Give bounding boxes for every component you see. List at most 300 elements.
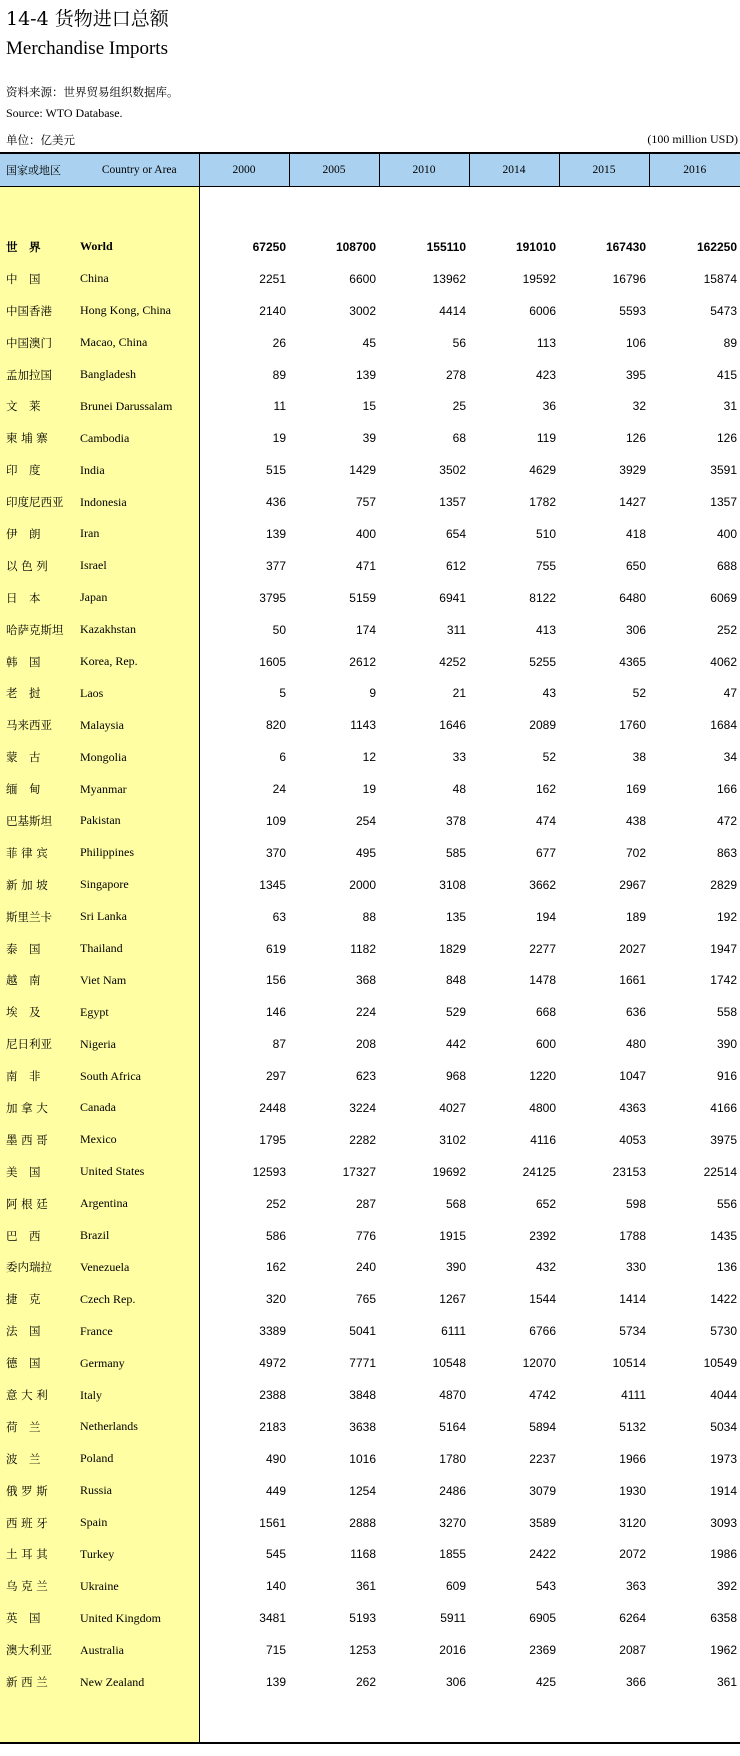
table-row bbox=[0, 1188, 740, 1220]
table-row bbox=[0, 231, 740, 263]
country-name-cn: 哈萨克斯坦 bbox=[0, 614, 80, 646]
import-value-cell: 4629 bbox=[529, 463, 556, 478]
import-value-cell: 612 bbox=[445, 558, 466, 573]
country-name-en: World bbox=[80, 231, 199, 263]
import-value-cell: 2967 bbox=[619, 877, 646, 892]
import-value-cell: 652 bbox=[535, 1196, 556, 1211]
import-value-cell: 33 bbox=[452, 750, 466, 765]
country-name-en: Spain bbox=[80, 1507, 199, 1539]
country-name-cn: 新 加 坡 bbox=[0, 869, 80, 901]
country-name-cn: 土 耳 其 bbox=[0, 1539, 80, 1571]
table-row bbox=[0, 1220, 740, 1252]
import-value-cell: 1414 bbox=[619, 1292, 646, 1307]
import-value-cell: 5593 bbox=[619, 303, 646, 318]
import-value-cell: 1973 bbox=[710, 1451, 737, 1466]
import-value-cell: 510 bbox=[535, 526, 556, 541]
import-value-cell: 1782 bbox=[529, 495, 556, 510]
country-name-cn: 法 国 bbox=[0, 1315, 80, 1347]
country-name-cn: 日 本 bbox=[0, 582, 80, 614]
import-value-cell: 146 bbox=[265, 1005, 286, 1020]
import-value-cell: 1855 bbox=[439, 1547, 466, 1562]
country-name-en: Argentina bbox=[80, 1188, 199, 1220]
country-name-cn: 俄 罗 斯 bbox=[0, 1475, 80, 1507]
table-row bbox=[0, 1411, 740, 1443]
import-value-cell: 4116 bbox=[530, 1132, 556, 1147]
import-value-cell: 1143 bbox=[350, 718, 376, 733]
page-title-cn: 14-4 货物进口总额 bbox=[6, 8, 169, 30]
import-value-cell: 1914 bbox=[710, 1483, 737, 1498]
import-value-cell: 135 bbox=[445, 909, 466, 924]
import-value-cell: 1357 bbox=[439, 495, 466, 510]
table-row bbox=[0, 1379, 740, 1411]
import-value-cell: 3389 bbox=[259, 1324, 286, 1339]
country-name-en: New Zealand bbox=[80, 1666, 199, 1698]
table-row bbox=[0, 1156, 740, 1188]
table-row bbox=[0, 1443, 740, 1475]
import-value-cell: 436 bbox=[265, 495, 286, 510]
import-value-cell: 820 bbox=[265, 718, 286, 733]
country-name-en: United States bbox=[80, 1156, 199, 1188]
country-name-cn: 南 非 bbox=[0, 1060, 80, 1092]
country-name-cn: 乌 克 兰 bbox=[0, 1570, 80, 1602]
country-name-en: Poland bbox=[80, 1443, 199, 1475]
import-value-cell: 7771 bbox=[349, 1356, 376, 1371]
table-row bbox=[0, 486, 740, 518]
header-year: 2015 bbox=[559, 153, 649, 187]
import-value-cell: 252 bbox=[716, 622, 737, 637]
country-name-en: Egypt bbox=[80, 996, 199, 1028]
table-row bbox=[0, 263, 740, 295]
import-value-cell: 2140 bbox=[259, 303, 286, 318]
import-value-cell: 5193 bbox=[349, 1611, 376, 1626]
import-value-cell: 4363 bbox=[619, 1100, 646, 1115]
import-value-cell: 3591 bbox=[710, 463, 737, 478]
import-value-cell: 208 bbox=[355, 1037, 376, 1052]
import-value-cell: 139 bbox=[355, 367, 376, 382]
country-name-cn: 泰 国 bbox=[0, 933, 80, 965]
import-value-cell: 2251 bbox=[259, 271, 286, 286]
import-value-cell: 668 bbox=[535, 1005, 556, 1020]
import-value-cell: 63 bbox=[272, 909, 286, 924]
import-value-cell: 1544 bbox=[529, 1292, 556, 1307]
import-value-cell: 3929 bbox=[619, 463, 646, 478]
import-value-cell: 2486 bbox=[439, 1483, 466, 1498]
import-value-cell: 39 bbox=[362, 431, 376, 446]
country-name-en: Ukraine bbox=[80, 1570, 199, 1602]
import-value-cell: 1795 bbox=[259, 1132, 286, 1147]
import-value-cell: 1016 bbox=[349, 1451, 376, 1466]
import-value-cell: 2388 bbox=[259, 1388, 286, 1402]
table-row bbox=[0, 1315, 740, 1347]
import-value-cell: 50 bbox=[272, 622, 286, 637]
country-name-en: South Africa bbox=[80, 1060, 199, 1092]
import-value-cell: 2369 bbox=[529, 1643, 556, 1658]
table-row bbox=[0, 1124, 740, 1156]
import-value-cell: 4053 bbox=[619, 1132, 646, 1147]
import-value-cell: 169 bbox=[625, 782, 646, 797]
import-value-cell: 650 bbox=[625, 558, 646, 573]
import-value-cell: 3589 bbox=[529, 1515, 556, 1530]
import-value-cell: 425 bbox=[535, 1675, 556, 1690]
table-row bbox=[0, 1507, 740, 1539]
import-value-cell: 363 bbox=[625, 1579, 646, 1594]
import-value-cell: 47 bbox=[723, 686, 737, 701]
table-row bbox=[0, 1539, 740, 1571]
import-value-cell: 545 bbox=[265, 1547, 286, 1562]
country-name-cn: 印 度 bbox=[0, 454, 80, 486]
import-value-cell: 619 bbox=[265, 941, 286, 956]
import-value-cell: 2183 bbox=[259, 1419, 286, 1434]
country-name-cn: 老 挝 bbox=[0, 677, 80, 709]
import-value-cell: 2087 bbox=[619, 1643, 646, 1658]
country-name-en: Sri Lanka bbox=[80, 901, 199, 933]
import-value-cell: 1986 bbox=[710, 1547, 737, 1562]
import-value-cell: 167430 bbox=[605, 239, 646, 254]
import-value-cell: 568 bbox=[445, 1196, 466, 1211]
import-value-cell: 311 bbox=[446, 622, 466, 637]
country-name-cn: 中国澳门 bbox=[0, 327, 80, 359]
import-value-cell: 1254 bbox=[349, 1483, 376, 1498]
country-name-cn: 澳大利亚 bbox=[0, 1634, 80, 1666]
import-value-cell: 1345 bbox=[259, 877, 286, 892]
import-value-cell: 490 bbox=[265, 1451, 286, 1466]
import-value-cell: 194 bbox=[535, 909, 556, 924]
country-name-en: Viet Nam bbox=[80, 964, 199, 996]
table-row bbox=[0, 327, 740, 359]
table-row bbox=[0, 1092, 740, 1124]
import-value-cell: 139 bbox=[265, 526, 286, 541]
import-value-cell: 31 bbox=[723, 399, 737, 414]
page-title-en: Merchandise Imports bbox=[6, 38, 168, 59]
import-value-cell: 4870 bbox=[439, 1388, 466, 1402]
import-value-cell: 89 bbox=[723, 335, 737, 350]
country-name-cn: 埃 及 bbox=[0, 996, 80, 1028]
import-value-cell: 1780 bbox=[439, 1451, 466, 1466]
import-value-cell: 119 bbox=[536, 431, 556, 446]
import-value-cell: 366 bbox=[625, 1675, 646, 1690]
import-value-cell: 715 bbox=[265, 1643, 286, 1658]
country-name-cn: 捷 克 bbox=[0, 1283, 80, 1315]
country-name-en: Hong Kong, China bbox=[80, 295, 199, 327]
import-value-cell: 15 bbox=[362, 399, 376, 414]
import-value-cell: 370 bbox=[265, 845, 286, 860]
import-value-cell: 1930 bbox=[619, 1483, 646, 1498]
import-value-cell: 471 bbox=[355, 558, 376, 573]
country-name-en: Netherlands bbox=[80, 1411, 199, 1443]
import-value-cell: 1478 bbox=[529, 973, 556, 988]
import-value-cell: 1561 bbox=[259, 1515, 286, 1530]
import-value-cell: 23153 bbox=[612, 1164, 646, 1179]
country-name-en: Japan bbox=[80, 582, 199, 614]
import-value-cell: 3638 bbox=[349, 1419, 376, 1434]
header-country-en: Country or Area bbox=[80, 153, 199, 187]
import-value-cell: 688 bbox=[716, 558, 737, 573]
import-value-cell: 480 bbox=[625, 1037, 646, 1052]
import-value-cell: 1267 bbox=[439, 1292, 466, 1307]
import-value-cell: 162250 bbox=[696, 239, 737, 254]
country-name-cn: 菲 律 宾 bbox=[0, 837, 80, 869]
table-row bbox=[0, 709, 740, 741]
import-value-cell: 2392 bbox=[529, 1228, 556, 1243]
import-value-cell: 6766 bbox=[529, 1324, 556, 1339]
country-name-en: India bbox=[80, 454, 199, 486]
import-value-cell: 3102 bbox=[439, 1132, 466, 1147]
country-name-cn: 意 大 利 bbox=[0, 1379, 80, 1411]
import-value-cell: 12070 bbox=[522, 1356, 556, 1371]
import-value-cell: 224 bbox=[355, 1005, 376, 1020]
country-name-en: China bbox=[80, 263, 199, 295]
import-value-cell: 189 bbox=[625, 909, 646, 924]
import-value-cell: 2612 bbox=[349, 654, 376, 669]
spacer-row bbox=[0, 187, 740, 232]
import-value-cell: 361 bbox=[716, 1675, 737, 1690]
country-name-cn: 墨 西 哥 bbox=[0, 1124, 80, 1156]
import-value-cell: 24125 bbox=[522, 1164, 556, 1179]
import-value-cell: 757 bbox=[355, 495, 376, 510]
import-value-cell: 320 bbox=[265, 1292, 286, 1307]
country-name-en: Mongolia bbox=[80, 741, 199, 773]
import-value-cell: 5894 bbox=[529, 1419, 556, 1434]
import-value-cell: 297 bbox=[265, 1069, 286, 1084]
country-name-cn: 巴基斯坦 bbox=[0, 805, 80, 837]
country-name-cn: 阿 根 廷 bbox=[0, 1188, 80, 1220]
table-end-row bbox=[0, 1698, 740, 1743]
import-value-cell: 287 bbox=[355, 1196, 376, 1211]
import-value-cell: 1435 bbox=[710, 1228, 737, 1243]
country-name-cn: 中国香港 bbox=[0, 295, 80, 327]
header-year: 2016 bbox=[649, 153, 740, 187]
import-value-cell: 677 bbox=[535, 845, 556, 860]
country-name-cn: 美 国 bbox=[0, 1156, 80, 1188]
table-row bbox=[0, 390, 740, 422]
import-value-cell: 395 bbox=[625, 367, 646, 382]
country-name-en: Singapore bbox=[80, 869, 199, 901]
import-value-cell: 162 bbox=[265, 1260, 286, 1275]
import-value-cell: 3093 bbox=[710, 1515, 737, 1530]
import-value-cell: 2237 bbox=[529, 1451, 556, 1466]
import-value-cell: 2016 bbox=[439, 1643, 466, 1658]
table-row bbox=[0, 422, 740, 454]
import-value-cell: 45 bbox=[362, 335, 376, 350]
unit-en: (100 million USD) bbox=[647, 132, 738, 146]
import-value-cell: 2027 bbox=[619, 941, 646, 956]
table-row bbox=[0, 550, 740, 582]
import-value-cell: 11 bbox=[273, 399, 286, 414]
import-value-cell: 598 bbox=[625, 1196, 646, 1211]
source-en: Source: WTO Database. bbox=[6, 106, 123, 120]
import-value-cell: 19 bbox=[272, 431, 286, 446]
import-value-cell: 126 bbox=[625, 431, 646, 446]
import-value-cell: 3224 bbox=[349, 1100, 376, 1115]
import-value-cell: 495 bbox=[355, 845, 376, 860]
import-value-cell: 4252 bbox=[439, 654, 466, 669]
import-value-cell: 2888 bbox=[349, 1515, 376, 1530]
import-value-cell: 19692 bbox=[432, 1164, 466, 1179]
import-value-cell: 543 bbox=[535, 1579, 556, 1594]
import-value-cell: 1220 bbox=[529, 1069, 556, 1084]
table-row bbox=[0, 677, 740, 709]
country-name-cn: 印度尼西亚 bbox=[0, 486, 80, 518]
import-value-cell: 558 bbox=[716, 1005, 737, 1020]
country-name-cn: 德 国 bbox=[0, 1347, 80, 1379]
import-value-cell: 702 bbox=[625, 845, 646, 860]
country-name-en: Italy bbox=[80, 1379, 199, 1411]
import-value-cell: 765 bbox=[355, 1292, 376, 1307]
table-header-row bbox=[0, 153, 740, 187]
import-value-cell: 136 bbox=[716, 1260, 737, 1275]
table-row bbox=[0, 964, 740, 996]
import-value-cell: 600 bbox=[535, 1037, 556, 1052]
country-name-en: Venezuela bbox=[80, 1252, 199, 1284]
country-name-en: Laos bbox=[80, 677, 199, 709]
import-value-cell: 191010 bbox=[515, 239, 556, 254]
country-name-cn: 英 国 bbox=[0, 1602, 80, 1634]
import-value-cell: 43 bbox=[542, 686, 556, 701]
country-name-cn: 蒙 古 bbox=[0, 741, 80, 773]
country-name-en: Brazil bbox=[80, 1220, 199, 1252]
import-value-cell: 38 bbox=[632, 750, 646, 765]
import-value-cell: 5034 bbox=[710, 1419, 737, 1434]
country-name-en: Nigeria bbox=[80, 1028, 199, 1060]
import-value-cell: 88 bbox=[362, 909, 376, 924]
import-value-cell: 3795 bbox=[259, 590, 286, 605]
country-name-cn: 中 国 bbox=[0, 263, 80, 295]
import-value-cell: 34 bbox=[723, 750, 737, 765]
import-value-cell: 1047 bbox=[619, 1069, 646, 1084]
import-value-cell: 155110 bbox=[426, 239, 466, 254]
import-value-cell: 1829 bbox=[439, 941, 466, 956]
import-value-cell: 415 bbox=[716, 367, 737, 382]
import-value-cell: 1966 bbox=[619, 1451, 646, 1466]
import-value-cell: 4166 bbox=[710, 1100, 737, 1115]
country-name-en: Czech Rep. bbox=[80, 1283, 199, 1315]
table-row bbox=[0, 837, 740, 869]
import-value-cell: 24 bbox=[272, 782, 286, 797]
country-name-en: Russia bbox=[80, 1475, 199, 1507]
import-value-cell: 109 bbox=[265, 813, 286, 828]
country-name-en: Korea, Rep. bbox=[80, 646, 199, 678]
country-name-cn: 委内瑞拉 bbox=[0, 1252, 80, 1284]
import-value-cell: 413 bbox=[535, 622, 556, 637]
table-row bbox=[0, 1252, 740, 1284]
import-value-cell: 585 bbox=[445, 845, 466, 860]
import-value-cell: 400 bbox=[355, 526, 376, 541]
import-value-cell: 556 bbox=[716, 1196, 737, 1211]
country-name-en: Mexico bbox=[80, 1124, 199, 1156]
country-name-en: Germany bbox=[80, 1347, 199, 1379]
table-row bbox=[0, 295, 740, 327]
country-name-en: Malaysia bbox=[80, 709, 199, 741]
import-value-cell: 254 bbox=[355, 813, 376, 828]
imports-table bbox=[0, 152, 740, 1744]
table-row bbox=[0, 1347, 740, 1379]
import-value-cell: 113 bbox=[536, 335, 556, 350]
import-value-cell: 4044 bbox=[710, 1388, 737, 1402]
header-year: 2000 bbox=[199, 153, 289, 187]
import-value-cell: 240 bbox=[355, 1260, 376, 1275]
country-name-cn: 波 兰 bbox=[0, 1443, 80, 1475]
country-name-cn: 荷 兰 bbox=[0, 1411, 80, 1443]
import-value-cell: 438 bbox=[625, 813, 646, 828]
import-value-cell: 3848 bbox=[349, 1388, 376, 1402]
import-value-cell: 2277 bbox=[529, 941, 556, 956]
import-value-cell: 4111 bbox=[621, 1388, 646, 1402]
import-value-cell: 474 bbox=[535, 813, 556, 828]
import-value-cell: 5164 bbox=[439, 1419, 466, 1434]
table-row bbox=[0, 1634, 740, 1666]
import-value-cell: 5132 bbox=[619, 1419, 646, 1434]
import-value-cell: 26 bbox=[272, 335, 286, 350]
country-name-cn: 缅 甸 bbox=[0, 773, 80, 805]
header-year: 2010 bbox=[379, 153, 469, 187]
import-value-cell: 306 bbox=[445, 1675, 466, 1690]
import-value-cell: 968 bbox=[445, 1069, 466, 1084]
import-value-cell: 6 bbox=[279, 750, 286, 765]
import-value-cell: 776 bbox=[355, 1228, 376, 1243]
import-value-cell: 306 bbox=[625, 622, 646, 637]
import-value-cell: 4972 bbox=[259, 1356, 286, 1371]
import-value-cell: 278 bbox=[445, 367, 466, 382]
import-value-cell: 2000 bbox=[349, 877, 376, 892]
import-value-cell: 5 bbox=[279, 686, 286, 701]
unit-cn: 单位：亿美元 bbox=[6, 133, 75, 147]
import-value-cell: 56 bbox=[452, 335, 466, 350]
import-value-cell: 377 bbox=[265, 558, 286, 573]
import-value-cell: 368 bbox=[355, 973, 376, 988]
country-name-cn: 韩 国 bbox=[0, 646, 80, 678]
import-value-cell: 418 bbox=[625, 526, 646, 541]
import-value-cell: 1947 bbox=[710, 941, 737, 956]
table-row bbox=[0, 614, 740, 646]
import-value-cell: 156 bbox=[265, 973, 286, 988]
import-value-cell: 586 bbox=[265, 1228, 286, 1243]
table-row bbox=[0, 1602, 740, 1634]
import-value-cell: 3270 bbox=[439, 1515, 466, 1530]
import-value-cell: 5730 bbox=[710, 1324, 737, 1339]
import-value-cell: 21 bbox=[452, 686, 466, 701]
import-value-cell: 400 bbox=[716, 526, 737, 541]
import-value-cell: 515 bbox=[265, 463, 286, 478]
table-row bbox=[0, 741, 740, 773]
country-name-cn: 柬 埔 寨 bbox=[0, 422, 80, 454]
country-name-en: Cambodia bbox=[80, 422, 199, 454]
import-value-cell: 2422 bbox=[529, 1547, 556, 1562]
import-value-cell: 1253 bbox=[349, 1643, 376, 1658]
import-value-cell: 848 bbox=[445, 973, 466, 988]
country-name-en: Kazakhstan bbox=[80, 614, 199, 646]
import-value-cell: 10548 bbox=[432, 1356, 466, 1371]
import-value-cell: 6264 bbox=[619, 1611, 646, 1626]
country-name-cn: 世 界 bbox=[0, 231, 80, 263]
import-value-cell: 162 bbox=[535, 782, 556, 797]
import-value-cell: 140 bbox=[265, 1579, 286, 1594]
import-value-cell: 2829 bbox=[710, 877, 737, 892]
table-row bbox=[0, 1475, 740, 1507]
header-country-cn: 国家或地区 bbox=[0, 153, 80, 187]
import-value-cell: 3002 bbox=[349, 303, 376, 318]
import-value-cell: 442 bbox=[445, 1037, 466, 1052]
table-row bbox=[0, 1283, 740, 1315]
country-name-en: Turkey bbox=[80, 1539, 199, 1571]
import-value-cell: 192 bbox=[716, 909, 737, 924]
import-value-cell: 6480 bbox=[619, 590, 646, 605]
import-value-cell: 4742 bbox=[529, 1388, 556, 1402]
country-name-cn: 西 班 牙 bbox=[0, 1507, 80, 1539]
country-name-cn: 伊 朗 bbox=[0, 518, 80, 550]
import-value-cell: 52 bbox=[632, 686, 646, 701]
import-value-cell: 3120 bbox=[619, 1515, 646, 1530]
import-value-cell: 52 bbox=[542, 750, 556, 765]
